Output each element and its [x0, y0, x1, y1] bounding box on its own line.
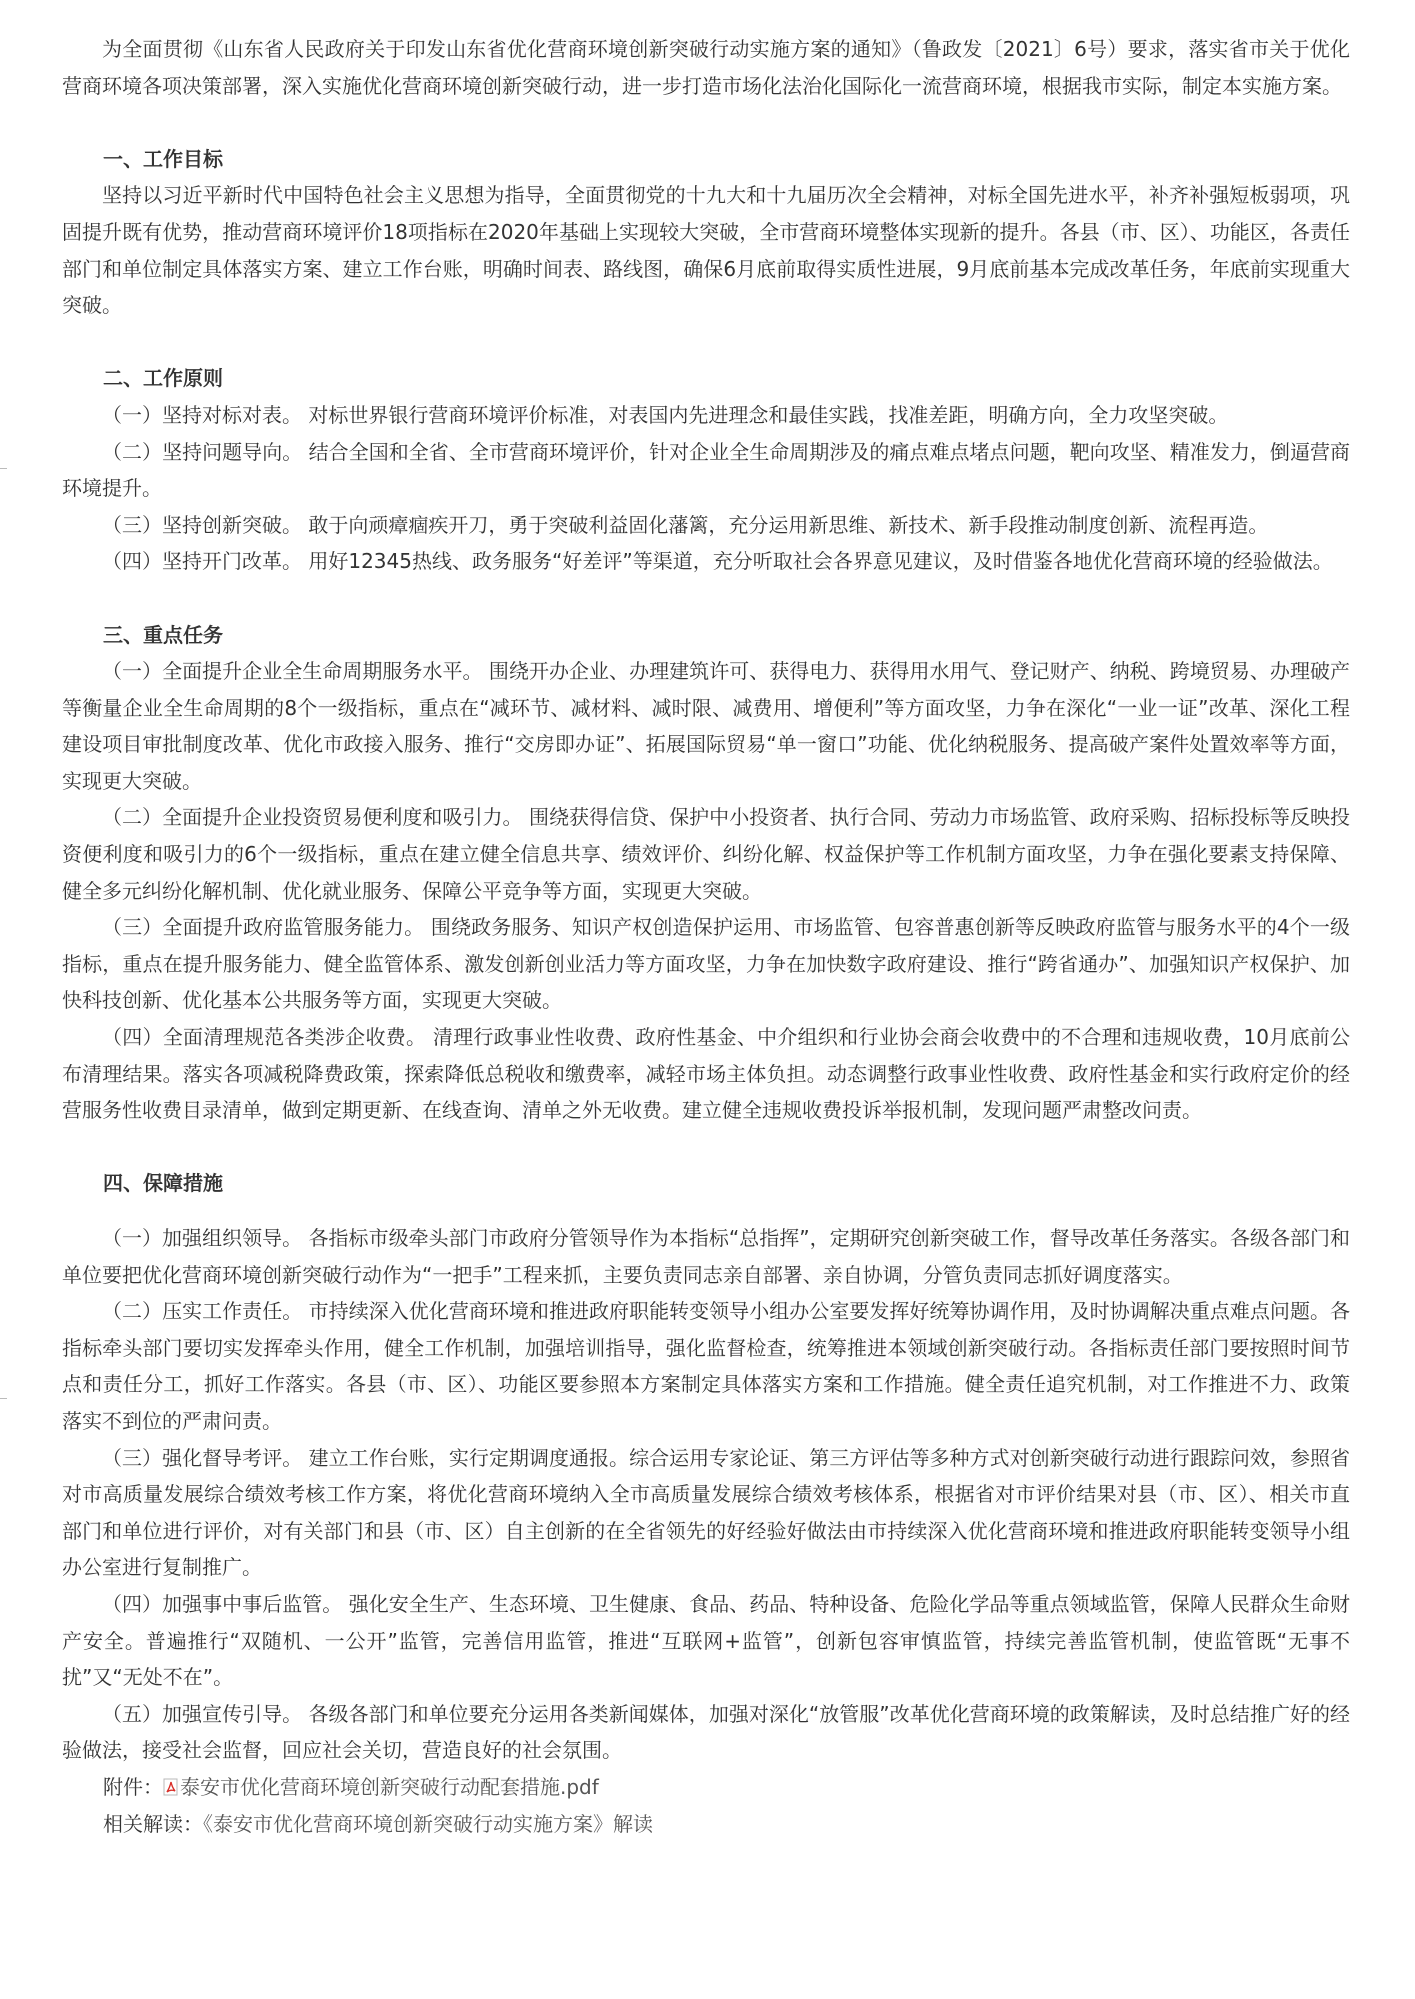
section-3 [62, 617, 1350, 1129]
paragraph-lead: （三）全面提升政府监管服务能力。 [102, 915, 425, 940]
paragraph [62, 1586, 1350, 1696]
edge-tick [0, 468, 7, 469]
section-heading: 三、重点任务 [103, 622, 223, 647]
paragraph-lead: （三）强化督导考评。 [102, 1445, 303, 1470]
attachment-link[interactable] [163, 1775, 599, 1799]
paragraph-lead: （五）加强宣传引导。 [102, 1701, 303, 1726]
paragraph-text: 各指标市级牵头部门市政府分管领导作为本指标“总指挥”，定期研究创新突破工作，督导改革任务落实。各级各部门和单位要把优化营商环境创新突破行动作为“一把手”工程来抓，主要负责同志亲自部署、亲自协调，分管负责同志抓好调度落实。 [62, 1226, 1350, 1287]
paragraph-lead: （四）加强事中事后监管。 [102, 1591, 343, 1616]
section-heading: 二、工作原则 [103, 366, 223, 391]
paragraph [62, 909, 1350, 1019]
paragraph [62, 543, 1350, 580]
paragraph-text: 市持续深入优化营商环境和推进政府职能转变领导小组办公室要发挥好统筹协调作用，及时协调解决重点难点问题。各指标牵头部门要切实发挥牵头作用，健全工作机制，加强培训指导，强化监督检查，统筹推进本领域创新突破行动。各指标责任部门要按照时间节点和责任分工，抓好工作落实。各县（市、区）、功能区要参照本方案制定具体落实方案和工作措施。健全责任追究机制，对工作推进不力、政策落实不到位的严肃问责。 [62, 1299, 1350, 1433]
paragraph-text: 围绕获得信贷、保护中小投资者、执行合同、劳动力市场监管、政府采购、招标投标等反映投资便利度和吸引力的6个一级指标，重点在建立健全信息共享、绩效评价、纠纷化解、权益保护等工作机制方面攻坚，力争在强化要素支持保障、健全多元纠纷化解机制、优化就业服务、保障公平竞争等方面，实现更大突破。 [62, 805, 1351, 903]
section-heading: 四、保障措施 [103, 1171, 223, 1196]
paragraph-text: 坚持以习近平新时代中国特色社会主义思想为指导，全面贯彻党的十九大和十九届历次全会精神，对标全国先进水平，补齐补强短板弱项，巩固提升既有优势，推动营商环境评价18项指标在2020年基础上实现较大突破，全市营商环境整体实现新的提升。各县（市、区）、功能区，各责任部门和单位制定具体落实方案、建立工作台账，明确时间表、路线图，确保6月底前取得实质性进展，9月底前基本完成改革任务，年底前实现重大突破。 [62, 183, 1350, 318]
paragraph [62, 397, 1350, 434]
attachment-row [62, 1769, 1350, 1806]
related-link[interactable]: 《泰安市优化营商环境创新突破行动实施方案》解读 [203, 1811, 653, 1836]
paragraph-text: 用好12345热线、政务服务“好差评”等渠道，充分听取社会各界意见建议，及时借鉴各地优化营商环境的经验做法。 [302, 549, 1333, 574]
paragraph-text: 结合全国和全省、全市营商环境评价，针对企业全生命周期涉及的痛点难点堵点问题，靶向攻坚、精准发力，倒逼营商环境提升。 [62, 439, 1350, 501]
paragraph-lead: （三）坚持创新突破。 [102, 512, 302, 537]
paragraph-text: 各级各部门和单位要充分运用各类新闻媒体，加强对深化“放管服”改革优化营商环境的政策解读，及时总结推广好的经验做法，接受社会监督，回应社会关切，营造良好的社会氛围。 [62, 1701, 1350, 1763]
paragraph [62, 1293, 1350, 1439]
paragraph [62, 434, 1350, 507]
paragraph [62, 1220, 1350, 1293]
paragraph [62, 1696, 1350, 1769]
paragraph-lead: （一）全面提升企业全生命周期服务水平。 [102, 659, 483, 684]
section-2 [62, 360, 1350, 580]
related-label: 相关解读： [103, 1811, 203, 1836]
paragraph [62, 1019, 1350, 1129]
document-body [62, 31, 1350, 1842]
paragraph-lead: （一）坚持对标对表。 [102, 402, 302, 427]
paragraph-text: 建立工作台账，实行定期调度通报。综合运用专家论证、第三方评估等多种方式对创新突破行动进行跟踪问效，参照省对市高质量发展综合绩效考核工作方案，将优化营商环境纳入全市高质量发展综合绩效考核体系，根据省对市评价结果对县（市、区）、相关市直部门和单位进行评价，对有关部门和县（市、区）自主创新的在全省领先的好经验好做法由市持续深入优化营商环境和推进政府职能转变领导小组办公室进行复制推广。 [62, 1445, 1350, 1580]
paragraph-lead: （一）加强组织领导。 [102, 1226, 303, 1250]
paragraph [62, 799, 1350, 909]
related-row [62, 1806, 1350, 1843]
paragraph [62, 1440, 1350, 1586]
paragraph-text: 敢于向顽瘴痼疾开刀，勇于突破利益固化藩篱，充分运用新思维、新技术、新手段推动制度创新、流程再造。 [302, 512, 1269, 537]
intro-paragraph: 为全面贯彻《山东省人民政府关于印发山东省优化营商环境创新突破行动实施方案的通知》（鲁政发〔2021〕6号）要求，落实省市关于优化营商环境各项决策部署，深入实施优化营商环境创新突破行动，进一步打造市场化法治化国际化一流营商环境，根据我市实际，制定本实施方案。 [62, 37, 1350, 98]
paragraph-lead: （四）全面清理规范各类涉企收费。 [102, 1025, 427, 1050]
edge-tick [0, 1398, 7, 1399]
section-1 [62, 141, 1350, 324]
paragraph [62, 507, 1350, 544]
paragraph-text: 围绕开办企业、办理建筑许可、获得电力、获得用水用气、登记财产、纳税、跨境贸易、办理破产等衡量企业全生命周期的8个一级指标，重点在“减环节、减材料、减时限、减费用、增便利”等方面攻坚，力争在深化“一业一证”改革、深化工程建设项目审批制度改革、优化市政接入服务、推行“交房即办证”、拓展国际贸易“单一窗口”功能、优化纳税服务、提高破产案件处置效率等方面，实现更大突破。 [62, 659, 1351, 793]
paragraph-text: 围绕政务服务、知识产权创造保护运用、市场监管、包容普惠创新等反映政府监管与服务水平的4个一级指标，重点在提升服务能力、健全监管体系、激发创新创业活力等方面攻坚，力争在加快数字政府建设、推行“跨省通办”、加强知识产权保护、加快科技创新、优化基本公共服务等方面，实现更大突破。 [62, 915, 1351, 1013]
paragraph [62, 177, 1350, 323]
attachment-file-name: 泰安市优化营商环境创新突破行动配套措施.pdf [180, 1774, 599, 1799]
paragraph-lead: （二）压实工作责任。 [102, 1299, 303, 1324]
attachment-label: 附件： [103, 1774, 163, 1799]
section-heading: 一、工作目标 [103, 146, 223, 171]
paragraph-text: 对标世界银行营商环境评价标准，对表国内先进理念和最佳实践，找准差距，明确方向，全力攻坚突破。 [302, 402, 1229, 427]
paragraph-lead: （四）坚持开门改革。 [102, 549, 302, 574]
paragraph-lead: （二）坚持问题导向。 [102, 439, 303, 464]
paragraph-text: 清理行政事业性收费、政府性基金、中介组织和行业协会商会收费中的不合理和违规收费，10月底前公布清理结果。落实各项减税降费政策，探索降低总税收和缴费率，减轻市场主体负担。动态调整行政事业性收费、政府性基金和实行政府定价的经营服务性收费目录清单，做到定期更新、在线查询、清单之外无收费。建立健全违规收费投诉举报机制，发现问题严肃整改问责。 [62, 1025, 1350, 1123]
section-4 [62, 1165, 1350, 1769]
paragraph [62, 653, 1350, 799]
paragraph-lead: （二）全面提升企业投资贸易便利度和吸引力。 [102, 805, 523, 830]
paragraph-text: 强化安全生产、生态环境、卫生健康、食品、药品、特种设备、危险化学品等重点领域监管，保障人民群众生命财产安全。普遍推行“双随机、一公开”监管，完善信用监管，推进“互联网+监管”，创新包容审慎监管，持续完善监管机制，使监管既“无事不扰”又“无处不在”。 [62, 1591, 1351, 1690]
pdf-icon [163, 1778, 179, 1796]
